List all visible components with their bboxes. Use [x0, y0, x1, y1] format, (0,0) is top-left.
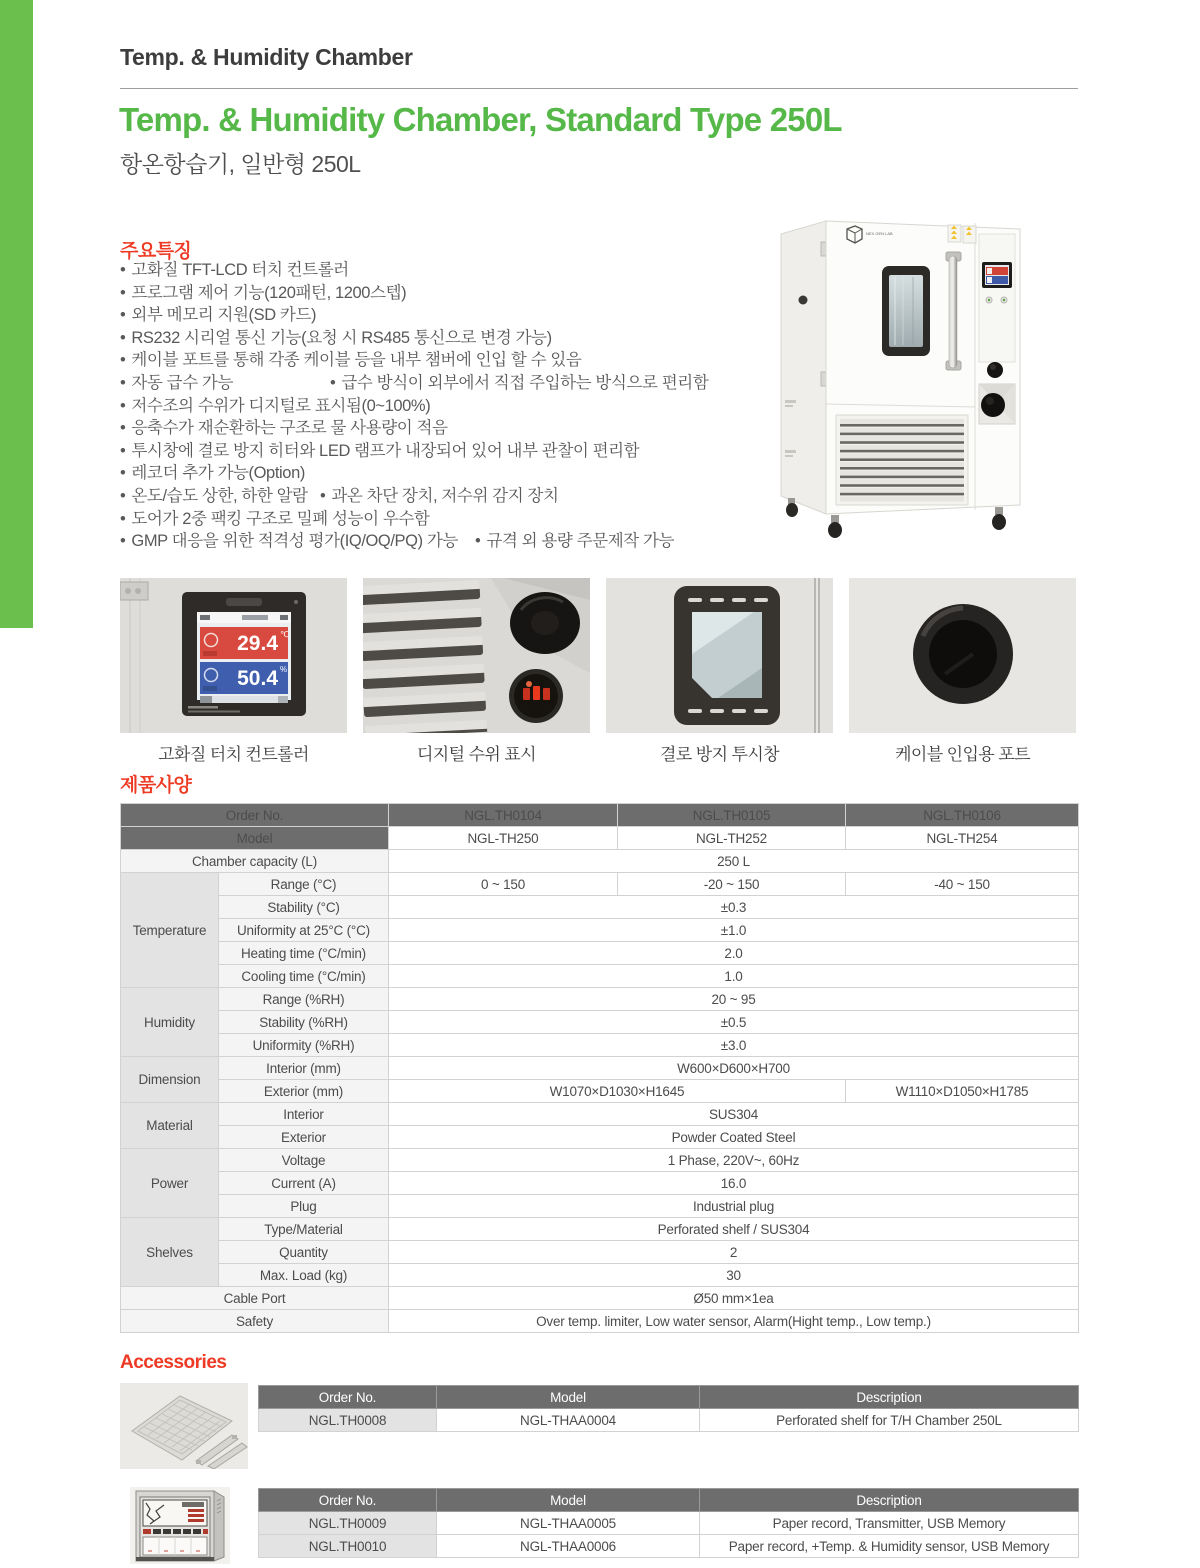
page-subtitle-korean: 항온항습기, 일반형 250L: [120, 151, 361, 177]
feature-item: • 외부 메모리 지원(SD 카드): [120, 306, 317, 325]
spec-value: W600×D600×H700: [389, 1057, 1079, 1080]
controller-photo: [120, 578, 347, 733]
accessory-cell: NGL.TH0010: [259, 1535, 437, 1558]
category-title: Temp. & Humidity Chamber: [120, 44, 413, 70]
bullet-icon: •: [120, 419, 126, 438]
spec-value: NGL.TH0104: [389, 804, 618, 827]
accessories-table-shelf: [258, 1385, 1079, 1432]
hinge-bracket: [120, 582, 148, 600]
accessory-row: [259, 1535, 1079, 1558]
feature-item: • 응축수가 재순환하는 구조로 물 사용량이 적음: [120, 419, 448, 438]
bullet-icon: •: [120, 328, 126, 347]
feature-item: • 급수 방식이 외부에서 직접 주입하는 방식으로 편리함: [330, 373, 709, 392]
spec-row: [121, 988, 1079, 1011]
spec-row: [121, 896, 1079, 919]
viewing-window-photo: [606, 578, 833, 733]
water-level-photo: [363, 578, 590, 733]
spec-row: [121, 1011, 1079, 1034]
spec-row-label: Type/Material: [219, 1218, 389, 1241]
spec-value: ±1.0: [389, 919, 1079, 942]
spec-row: [121, 804, 1079, 827]
spec-value: 2: [389, 1241, 1079, 1264]
spec-row-label: Heating time (°C/min): [219, 942, 389, 965]
spec-row-label: Voltage: [219, 1149, 389, 1172]
display-temperature: 29.4: [237, 632, 278, 655]
feature-item: • 고화질 TFT-LCD 터치 컨트롤러: [120, 261, 349, 279]
spec-row: [121, 1287, 1079, 1310]
spec-row: [121, 1080, 1079, 1103]
feature-row: [120, 485, 750, 508]
spec-value: NGL.TH0105: [618, 804, 846, 827]
spec-value: 30: [389, 1264, 1079, 1287]
accessories-heading: Accessories: [120, 1352, 227, 1373]
feature-item: • 레코더 추가 가능(Option): [120, 464, 305, 483]
accessory-column-header: Model: [437, 1489, 700, 1512]
spec-value: 250 L: [389, 850, 1079, 873]
water-inlet: [979, 384, 1015, 424]
bullet-icon: •: [120, 509, 126, 528]
spec-row: [121, 1057, 1079, 1080]
spec-row: [121, 942, 1079, 965]
bullet-icon: •: [320, 486, 326, 505]
display-humidity: 50.4: [237, 667, 278, 690]
feature-row: [120, 395, 750, 418]
spec-value: NGL.TH0106: [846, 804, 1079, 827]
page-title: Temp. & Humidity Chamber, Standard Type 250L: [119, 101, 842, 138]
spec-table: [120, 803, 1079, 1333]
spec-row-label: Uniformity at 25°C (°C): [219, 919, 389, 942]
feature-row: [120, 462, 750, 485]
accessory-column-header: Model: [437, 1386, 700, 1409]
spec-row-label: Max. Load (kg): [219, 1264, 389, 1287]
detail-photo-water-level: [363, 578, 590, 765]
spec-value: -40 ~ 150: [846, 873, 1079, 896]
photo-caption: 고화질 터치 컨트롤러: [158, 745, 309, 764]
spec-value: NGL-TH250: [389, 827, 618, 850]
spec-row: [121, 1172, 1079, 1195]
spec-row: [121, 827, 1079, 850]
accessory-header-row: [259, 1489, 1079, 1512]
spec-row-label: Stability (°C): [219, 896, 389, 919]
bullet-icon: •: [120, 486, 126, 505]
detail-photo-cable-port: [849, 578, 1076, 765]
bullet-icon: •: [475, 532, 481, 551]
detail-photo-controller: [120, 578, 347, 765]
spec-row: [121, 873, 1079, 896]
feature-row: [120, 417, 750, 440]
accessory-cell: Paper record, Transmitter, USB Memory: [700, 1512, 1079, 1535]
feature-item: • 과온 차단 장치, 저수위 감지 장치: [320, 486, 559, 505]
bullet-icon: •: [120, 306, 126, 325]
spec-value: Ø50 mm×1ea: [389, 1287, 1079, 1310]
spec-row-label: Interior (mm): [219, 1057, 389, 1080]
spec-value: 16.0: [389, 1172, 1079, 1195]
bullet-icon: •: [120, 283, 126, 302]
spec-value: NGL-TH252: [618, 827, 846, 850]
spec-row-label: Chamber capacity (L): [121, 850, 389, 873]
spec-group-label: Shelves: [121, 1218, 219, 1287]
controller-screen: [982, 262, 1012, 288]
spec-group-label: Humidity: [121, 988, 219, 1057]
spec-row-label: Quantity: [219, 1241, 389, 1264]
bullet-icon: •: [120, 396, 126, 415]
shelf-photo: [120, 1383, 248, 1469]
spec-row-label: Cooling time (°C/min): [219, 965, 389, 988]
specs-heading: 제품사양: [120, 775, 192, 796]
spec-group-label: Material: [121, 1103, 219, 1149]
accessory-column-header: Description: [700, 1489, 1079, 1512]
detail-photos: [120, 578, 1078, 765]
feature-item: • 투시창에 결로 방지 히터와 LED 램프가 내장되어 있어 내부 관찰이 편리함: [120, 441, 640, 460]
accessory-row: [259, 1512, 1079, 1535]
spec-value: ±0.5: [389, 1011, 1079, 1034]
feature-row: [120, 327, 750, 350]
spec-row: [121, 1149, 1079, 1172]
accessory-column-header: Description: [700, 1386, 1079, 1409]
spec-group-label: Power: [121, 1149, 219, 1218]
photo-caption: 결로 방지 투시창: [659, 745, 779, 764]
control-knob: [987, 362, 1003, 378]
feature-item: • 도어가 2중 팩킹 구조로 밀폐 성능이 우수함: [120, 509, 430, 528]
spec-row: [121, 965, 1079, 988]
features-heading: 주요특징: [120, 241, 192, 262]
product-photo-chamber: [743, 212, 1120, 550]
spec-row-label: Range (°C): [219, 873, 389, 896]
spec-value: Over temp. limiter, Low water sensor, Alarm(Hight temp., Low temp.): [389, 1310, 1079, 1333]
accessory-photo-shelf: [120, 1383, 248, 1469]
spec-row-label: Cable Port: [121, 1287, 389, 1310]
cable-port-photo: [849, 578, 1076, 733]
feature-item: • 자동 급수 가능: [120, 373, 233, 392]
accessories-table-recorder: [258, 1488, 1079, 1558]
spec-value: Perforated shelf / SUS304: [389, 1218, 1079, 1241]
accessory-cell: NGL-THAA0006: [437, 1535, 700, 1558]
display-temperature-unit: ℃: [280, 630, 289, 639]
spec-row: [121, 1103, 1079, 1126]
accessory-cell: Perforated shelf for T/H Chamber 250L: [700, 1409, 1079, 1432]
accessory-cell: Paper record, +Temp. & Humidity sensor, USB Memory: [700, 1535, 1079, 1558]
chamber-illustration: [743, 212, 1120, 550]
feature-item: • GMP 대응을 위한 적격성 평가(IQ/OQ/PQ) 가능: [120, 532, 458, 551]
accent-bar: [0, 0, 33, 628]
spec-value: NGL-TH254: [846, 827, 1079, 850]
spec-row: [121, 1195, 1079, 1218]
control-panel: [979, 234, 1015, 362]
feature-row: [120, 304, 750, 327]
spec-row-label: Exterior (mm): [219, 1080, 389, 1103]
spec-value: 20 ~ 95: [389, 988, 1079, 1011]
feature-row: [120, 372, 750, 395]
bullet-icon: •: [120, 351, 126, 370]
bullet-icon: •: [120, 532, 126, 551]
feature-row: [120, 349, 750, 372]
features-list: [120, 259, 750, 553]
spec-row-label: Order No.: [121, 804, 389, 827]
spec-row: [121, 850, 1079, 873]
spec-group-label: Dimension: [121, 1057, 219, 1103]
feature-item: • 온도/습도 상한, 하한 알람: [120, 486, 308, 505]
bullet-icon: •: [120, 261, 126, 279]
bullet-icon: •: [120, 464, 126, 483]
spec-value: 2.0: [389, 942, 1079, 965]
spec-value: ±3.0: [389, 1034, 1079, 1057]
spec-value: 0 ~ 150: [389, 873, 618, 896]
spec-row: [121, 919, 1079, 942]
spec-value: W1110×D1050×H1785: [846, 1080, 1079, 1103]
spec-value: Industrial plug: [389, 1195, 1079, 1218]
spec-value: 1 Phase, 220V~, 60Hz: [389, 1149, 1079, 1172]
divider: [120, 88, 1078, 89]
spec-value: 1.0: [389, 965, 1079, 988]
accessory-row: [259, 1409, 1079, 1432]
spec-row-label: Stability (%RH): [219, 1011, 389, 1034]
display-humidity-unit: %: [280, 665, 288, 674]
spec-row: [121, 1034, 1079, 1057]
spec-row: [121, 1310, 1079, 1333]
feature-item: • 규격 외 용량 주문제작 가능: [475, 532, 675, 551]
spec-row: [121, 1264, 1079, 1287]
spec-row-label: Interior: [219, 1103, 389, 1126]
feature-row: [120, 508, 750, 531]
bullet-icon: •: [120, 373, 126, 392]
feature-row: [120, 259, 750, 282]
spec-value: SUS304: [389, 1103, 1079, 1126]
spec-row: [121, 1126, 1079, 1149]
feature-row: [120, 440, 750, 463]
vent-louvers: [836, 415, 968, 505]
accessory-cell: NGL.TH0009: [259, 1512, 437, 1535]
accessory-column-header: Order No.: [259, 1386, 437, 1409]
spec-row-label: Current (A): [219, 1172, 389, 1195]
feature-row: [120, 282, 750, 305]
accessory-column-header: Order No.: [259, 1489, 437, 1512]
feature-item: • 프로그램 제어 기능(120패턴, 1200스텝): [120, 283, 407, 302]
feature-item: • 저수조의 수위가 디지털로 표시됨(0~100%): [120, 396, 431, 415]
feature-row: [120, 530, 750, 553]
spec-row: [121, 1218, 1079, 1241]
spec-group-label: Temperature: [121, 873, 219, 988]
brand-text: NEX GEN LAB: [866, 231, 893, 236]
bullet-icon: •: [330, 373, 336, 392]
feature-item: • 케이블 포트를 통해 각종 케이블 등을 내부 챔버에 인입 할 수 있음: [120, 351, 582, 370]
photo-caption: 케이블 인입용 포트: [895, 745, 1030, 764]
spec-row-label: Exterior: [219, 1126, 389, 1149]
photo-caption: 디지털 수위 표시: [416, 745, 536, 764]
spec-row: [121, 1241, 1079, 1264]
bullet-icon: •: [120, 441, 126, 460]
accessory-photo-recorder: [130, 1487, 230, 1564]
spec-value: W1070×D1030×H1645: [389, 1080, 846, 1103]
feature-item: • RS232 시리얼 통신 기능(요청 시 RS485 통신으로 변경 가능): [120, 328, 552, 347]
accessory-cell: NGL-THAA0004: [437, 1409, 700, 1432]
side-port: [799, 296, 808, 305]
spec-value: -20 ~ 150: [618, 873, 846, 896]
detail-photo-window: [606, 578, 833, 765]
spec-row-label: Uniformity (%RH): [219, 1034, 389, 1057]
accessory-cell: NGL.TH0008: [259, 1409, 437, 1432]
accessory-header-row: [259, 1386, 1079, 1409]
spec-row-label: Model: [121, 827, 389, 850]
spec-value: Powder Coated Steel: [389, 1126, 1079, 1149]
spec-row-label: Range (%RH): [219, 988, 389, 1011]
recorder-photo: [130, 1487, 230, 1564]
spec-row-label: Safety: [121, 1310, 389, 1333]
spec-row-label: Plug: [219, 1195, 389, 1218]
accessory-cell: NGL-THAA0005: [437, 1512, 700, 1535]
spec-value: ±0.3: [389, 896, 1079, 919]
